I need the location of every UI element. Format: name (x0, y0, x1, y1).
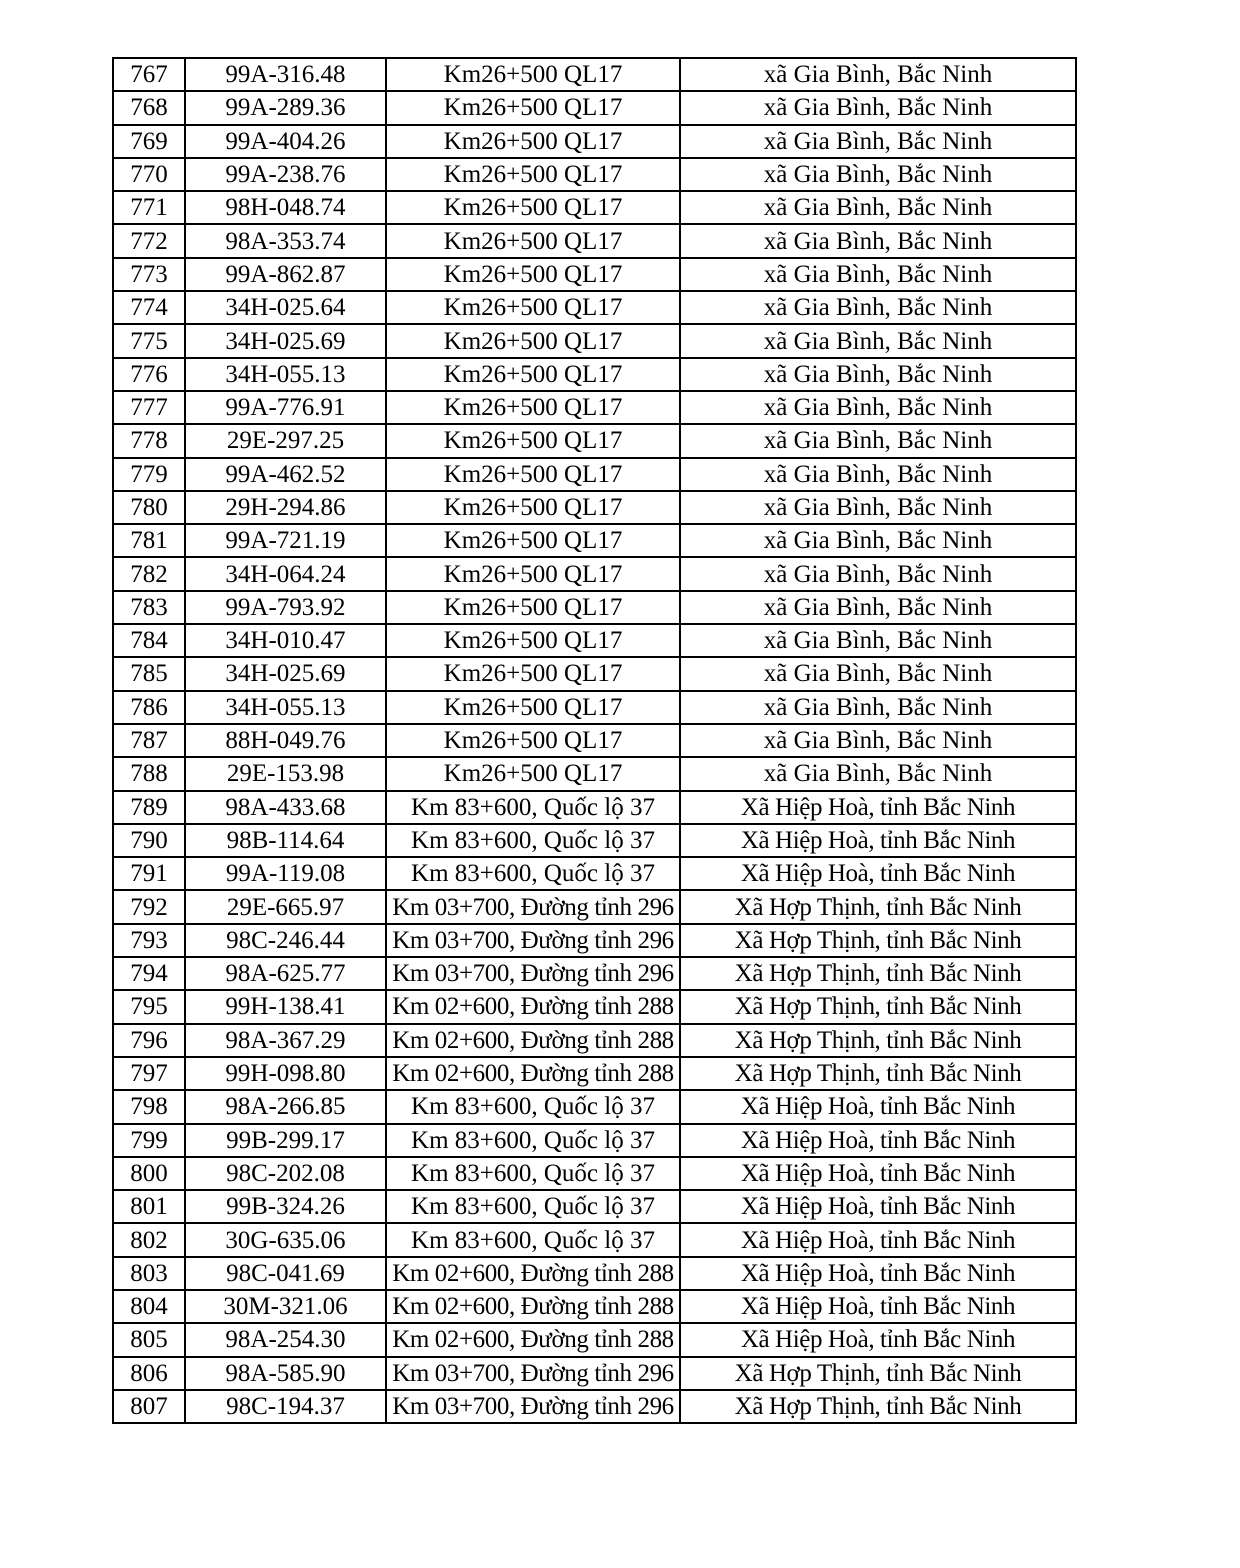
row-number-cell: 793 (113, 924, 185, 957)
license-plate-cell: 29H-294.86 (185, 491, 386, 524)
license-plate-cell: 98C-246.44 (185, 924, 386, 957)
commune-province-cell: xã Gia Bình, Bắc Ninh (680, 324, 1076, 357)
row-number-cell: 776 (113, 358, 185, 391)
table-row (113, 391, 1076, 424)
table-row (113, 624, 1076, 657)
table-row (113, 291, 1076, 324)
table-row (113, 91, 1076, 124)
row-number-cell: 799 (113, 1124, 185, 1157)
table-row (113, 824, 1076, 857)
table-row (113, 757, 1076, 790)
license-plate-cell: 98C-194.37 (185, 1390, 386, 1423)
commune-province-cell: xã Gia Bình, Bắc Ninh (680, 557, 1076, 590)
violation-location-cell: Km 02+600, Đường tỉnh 288 (386, 990, 680, 1023)
violation-location-cell: Km26+500 QL17 (386, 657, 680, 690)
license-plate-cell: 99A-404.26 (185, 125, 386, 158)
table-row (113, 1390, 1076, 1423)
license-plate-cell: 99B-299.17 (185, 1124, 386, 1157)
commune-province-cell: xã Gia Bình, Bắc Ninh (680, 291, 1076, 324)
row-number-cell: 773 (113, 258, 185, 291)
table-row (113, 557, 1076, 590)
license-plate-cell: 99B-324.26 (185, 1190, 386, 1223)
license-plate-cell: 34H-025.69 (185, 324, 386, 357)
row-number-cell: 790 (113, 824, 185, 857)
row-number-cell: 768 (113, 91, 185, 124)
row-number-cell: 786 (113, 691, 185, 724)
license-plate-cell: 99H-138.41 (185, 990, 386, 1023)
violation-location-cell: Km 83+600, Quốc lộ 37 (386, 1090, 680, 1123)
row-number-cell: 794 (113, 957, 185, 990)
license-plate-cell: 99A-238.76 (185, 158, 386, 191)
license-plate-cell: 98C-202.08 (185, 1157, 386, 1190)
row-number-cell: 785 (113, 657, 185, 690)
license-plate-cell: 30G-635.06 (185, 1223, 386, 1256)
license-plate-cell: 98H-048.74 (185, 191, 386, 224)
row-number-cell: 792 (113, 890, 185, 923)
table-row (113, 1157, 1076, 1190)
row-number-cell: 775 (113, 324, 185, 357)
commune-province-cell: xã Gia Bình, Bắc Ninh (680, 724, 1076, 757)
commune-province-cell: xã Gia Bình, Bắc Ninh (680, 58, 1076, 91)
violation-location-cell: Km26+500 QL17 (386, 324, 680, 357)
commune-province-cell: Xã Hợp Thịnh, tỉnh Bắc Ninh (680, 1390, 1076, 1423)
violation-location-cell: Km26+500 QL17 (386, 191, 680, 224)
license-plate-cell: 29E-665.97 (185, 890, 386, 923)
commune-province-cell: Xã Hợp Thịnh, tỉnh Bắc Ninh (680, 1057, 1076, 1090)
violation-location-cell: Km26+500 QL17 (386, 391, 680, 424)
license-plate-cell: 99A-462.52 (185, 458, 386, 491)
table-row (113, 1257, 1076, 1290)
table-row (113, 424, 1076, 457)
violation-location-cell: Km 02+600, Đường tỉnh 288 (386, 1323, 680, 1356)
row-number-cell: 782 (113, 557, 185, 590)
license-plate-cell: 34H-055.13 (185, 358, 386, 391)
violation-location-cell: Km26+500 QL17 (386, 58, 680, 91)
violation-location-cell: Km26+500 QL17 (386, 691, 680, 724)
row-number-cell: 797 (113, 1057, 185, 1090)
license-plate-cell: 34H-025.64 (185, 291, 386, 324)
table-row (113, 1190, 1076, 1223)
commune-province-cell: xã Gia Bình, Bắc Ninh (680, 358, 1076, 391)
commune-province-cell: xã Gia Bình, Bắc Ninh (680, 191, 1076, 224)
violation-location-cell: Km26+500 QL17 (386, 524, 680, 557)
row-number-cell: 788 (113, 757, 185, 790)
table-row (113, 990, 1076, 1023)
license-plate-cell: 99A-793.92 (185, 591, 386, 624)
row-number-cell: 804 (113, 1290, 185, 1323)
license-plate-cell: 88H-049.76 (185, 724, 386, 757)
commune-province-cell: Xã Hợp Thịnh, tỉnh Bắc Ninh (680, 924, 1076, 957)
license-plate-cell: 29E-297.25 (185, 424, 386, 457)
row-number-cell: 807 (113, 1390, 185, 1423)
table-row (113, 1223, 1076, 1256)
row-number-cell: 777 (113, 391, 185, 424)
commune-province-cell: Xã Hiệp Hoà, tỉnh Bắc Ninh (680, 1290, 1076, 1323)
commune-province-cell: Xã Hiệp Hoà, tỉnh Bắc Ninh (680, 791, 1076, 824)
row-number-cell: 767 (113, 58, 185, 91)
row-number-cell: 803 (113, 1257, 185, 1290)
license-plate-cell: 98A-367.29 (185, 1024, 386, 1057)
table-row (113, 358, 1076, 391)
commune-province-cell: xã Gia Bình, Bắc Ninh (680, 591, 1076, 624)
row-number-cell: 769 (113, 125, 185, 158)
table-row (113, 591, 1076, 624)
violation-location-cell: Km26+500 QL17 (386, 557, 680, 590)
license-plate-cell: 98A-625.77 (185, 957, 386, 990)
table-row (113, 1024, 1076, 1057)
commune-province-cell: Xã Hiệp Hoà, tỉnh Bắc Ninh (680, 1223, 1076, 1256)
table-row (113, 691, 1076, 724)
commune-province-cell: xã Gia Bình, Bắc Ninh (680, 391, 1076, 424)
table-row (113, 957, 1076, 990)
table-row (113, 158, 1076, 191)
table-row (113, 724, 1076, 757)
license-plate-cell: 98A-353.74 (185, 224, 386, 257)
row-number-cell: 801 (113, 1190, 185, 1223)
commune-province-cell: xã Gia Bình, Bắc Ninh (680, 491, 1076, 524)
commune-province-cell: xã Gia Bình, Bắc Ninh (680, 458, 1076, 491)
violation-location-cell: Km 83+600, Quốc lộ 37 (386, 824, 680, 857)
table-row (113, 1357, 1076, 1390)
commune-province-cell: Xã Hiệp Hoà, tỉnh Bắc Ninh (680, 1124, 1076, 1157)
commune-province-cell: Xã Hiệp Hoà, tỉnh Bắc Ninh (680, 1090, 1076, 1123)
violation-location-cell: Km 03+700, Đường tỉnh 296 (386, 1390, 680, 1423)
table-row (113, 491, 1076, 524)
table-row (113, 258, 1076, 291)
row-number-cell: 774 (113, 291, 185, 324)
violation-location-cell: Km 83+600, Quốc lộ 37 (386, 857, 680, 890)
row-number-cell: 779 (113, 458, 185, 491)
violation-location-cell: Km 02+600, Đường tỉnh 288 (386, 1057, 680, 1090)
commune-province-cell: xã Gia Bình, Bắc Ninh (680, 258, 1076, 291)
license-plate-cell: 98A-433.68 (185, 791, 386, 824)
commune-province-cell: Xã Hiệp Hoà, tỉnh Bắc Ninh (680, 824, 1076, 857)
row-number-cell: 806 (113, 1357, 185, 1390)
violation-location-cell: Km26+500 QL17 (386, 158, 680, 191)
row-number-cell: 772 (113, 224, 185, 257)
commune-province-cell: xã Gia Bình, Bắc Ninh (680, 91, 1076, 124)
table-row (113, 857, 1076, 890)
violation-location-cell: Km 03+700, Đường tỉnh 296 (386, 890, 680, 923)
license-plate-cell: 99H-098.80 (185, 1057, 386, 1090)
table-row (113, 191, 1076, 224)
commune-province-cell: Xã Hiệp Hoà, tỉnh Bắc Ninh (680, 1190, 1076, 1223)
table-row (113, 791, 1076, 824)
table-row (113, 890, 1076, 923)
row-number-cell: 802 (113, 1223, 185, 1256)
commune-province-cell: Xã Hợp Thịnh, tỉnh Bắc Ninh (680, 957, 1076, 990)
commune-province-cell: Xã Hợp Thịnh, tỉnh Bắc Ninh (680, 890, 1076, 923)
license-plate-cell: 99A-862.87 (185, 258, 386, 291)
violation-location-cell: Km 83+600, Quốc lộ 37 (386, 1223, 680, 1256)
license-plate-cell: 98A-254.30 (185, 1323, 386, 1356)
commune-province-cell: Xã Hợp Thịnh, tỉnh Bắc Ninh (680, 1024, 1076, 1057)
table-row (113, 324, 1076, 357)
table-row (113, 224, 1076, 257)
license-plate-cell: 99A-776.91 (185, 391, 386, 424)
license-plate-cell: 98A-585.90 (185, 1357, 386, 1390)
table-row (113, 924, 1076, 957)
table-row (113, 1057, 1076, 1090)
commune-province-cell: Xã Hiệp Hoà, tỉnh Bắc Ninh (680, 857, 1076, 890)
row-number-cell: 778 (113, 424, 185, 457)
row-number-cell: 791 (113, 857, 185, 890)
row-number-cell: 787 (113, 724, 185, 757)
violation-location-cell: Km 83+600, Quốc lộ 37 (386, 1124, 680, 1157)
license-plate-cell: 99A-316.48 (185, 58, 386, 91)
commune-province-cell: xã Gia Bình, Bắc Ninh (680, 224, 1076, 257)
license-plate-cell: 99A-289.36 (185, 91, 386, 124)
table-row (113, 458, 1076, 491)
license-plate-cell: 30M-321.06 (185, 1290, 386, 1323)
commune-province-cell: Xã Hợp Thịnh, tỉnh Bắc Ninh (680, 1357, 1076, 1390)
commune-province-cell: Xã Hiệp Hoà, tỉnh Bắc Ninh (680, 1323, 1076, 1356)
violation-location-cell: Km26+500 QL17 (386, 125, 680, 158)
row-number-cell: 784 (113, 624, 185, 657)
violation-location-cell: Km 83+600, Quốc lộ 37 (386, 791, 680, 824)
commune-province-cell: Xã Hiệp Hoà, tỉnh Bắc Ninh (680, 1157, 1076, 1190)
violation-location-cell: Km26+500 QL17 (386, 624, 680, 657)
row-number-cell: 796 (113, 1024, 185, 1057)
row-number-cell: 798 (113, 1090, 185, 1123)
license-plate-cell: 98C-041.69 (185, 1257, 386, 1290)
violation-location-cell: Km 83+600, Quốc lộ 37 (386, 1190, 680, 1223)
commune-province-cell: xã Gia Bình, Bắc Ninh (680, 624, 1076, 657)
table-row (113, 58, 1076, 91)
violation-location-cell: Km 83+600, Quốc lộ 37 (386, 1157, 680, 1190)
table-row (113, 1290, 1076, 1323)
violation-location-cell: Km26+500 QL17 (386, 591, 680, 624)
license-plate-cell: 98A-266.85 (185, 1090, 386, 1123)
license-plate-cell: 99A-721.19 (185, 524, 386, 557)
table-row (113, 125, 1076, 158)
violation-location-cell: Km26+500 QL17 (386, 358, 680, 391)
license-plate-cell: 29E-153.98 (185, 757, 386, 790)
commune-province-cell: xã Gia Bình, Bắc Ninh (680, 691, 1076, 724)
violation-location-cell: Km26+500 QL17 (386, 458, 680, 491)
table-row (113, 524, 1076, 557)
license-plate-cell: 34H-025.69 (185, 657, 386, 690)
row-number-cell: 805 (113, 1323, 185, 1356)
violation-location-cell: Km26+500 QL17 (386, 491, 680, 524)
license-plate-cell: 34H-055.13 (185, 691, 386, 724)
row-number-cell: 800 (113, 1157, 185, 1190)
table-row (113, 1323, 1076, 1356)
row-number-cell: 783 (113, 591, 185, 624)
violation-location-cell: Km 02+600, Đường tỉnh 288 (386, 1290, 680, 1323)
license-plate-cell: 98B-114.64 (185, 824, 386, 857)
violation-location-cell: Km 03+700, Đường tỉnh 296 (386, 1357, 680, 1390)
row-number-cell: 781 (113, 524, 185, 557)
violation-location-cell: Km 03+700, Đường tỉnh 296 (386, 957, 680, 990)
violation-location-cell: Km26+500 QL17 (386, 724, 680, 757)
table-row (113, 1124, 1076, 1157)
commune-province-cell: xã Gia Bình, Bắc Ninh (680, 125, 1076, 158)
violation-location-cell: Km 03+700, Đường tỉnh 296 (386, 924, 680, 957)
violation-location-cell: Km 02+600, Đường tỉnh 288 (386, 1024, 680, 1057)
commune-province-cell: xã Gia Bình, Bắc Ninh (680, 424, 1076, 457)
violation-location-cell: Km26+500 QL17 (386, 258, 680, 291)
violation-location-cell: Km26+500 QL17 (386, 224, 680, 257)
commune-province-cell: xã Gia Bình, Bắc Ninh (680, 757, 1076, 790)
license-plate-cell: 99A-119.08 (185, 857, 386, 890)
row-number-cell: 770 (113, 158, 185, 191)
commune-province-cell: xã Gia Bình, Bắc Ninh (680, 657, 1076, 690)
violation-location-cell: Km26+500 QL17 (386, 424, 680, 457)
table-row (113, 1090, 1076, 1123)
row-number-cell: 795 (113, 990, 185, 1023)
commune-province-cell: Xã Hợp Thịnh, tỉnh Bắc Ninh (680, 990, 1076, 1023)
violation-location-cell: Km26+500 QL17 (386, 757, 680, 790)
violation-location-cell: Km26+500 QL17 (386, 291, 680, 324)
row-number-cell: 780 (113, 491, 185, 524)
violation-location-cell: Km 02+600, Đường tỉnh 288 (386, 1257, 680, 1290)
violation-table (112, 57, 1077, 1424)
row-number-cell: 771 (113, 191, 185, 224)
commune-province-cell: Xã Hiệp Hoà, tỉnh Bắc Ninh (680, 1257, 1076, 1290)
table-row (113, 657, 1076, 690)
row-number-cell: 789 (113, 791, 185, 824)
violation-location-cell: Km26+500 QL17 (386, 91, 680, 124)
commune-province-cell: xã Gia Bình, Bắc Ninh (680, 158, 1076, 191)
violation-table-body (113, 58, 1076, 1423)
license-plate-cell: 34H-010.47 (185, 624, 386, 657)
commune-province-cell: xã Gia Bình, Bắc Ninh (680, 524, 1076, 557)
license-plate-cell: 34H-064.24 (185, 557, 386, 590)
